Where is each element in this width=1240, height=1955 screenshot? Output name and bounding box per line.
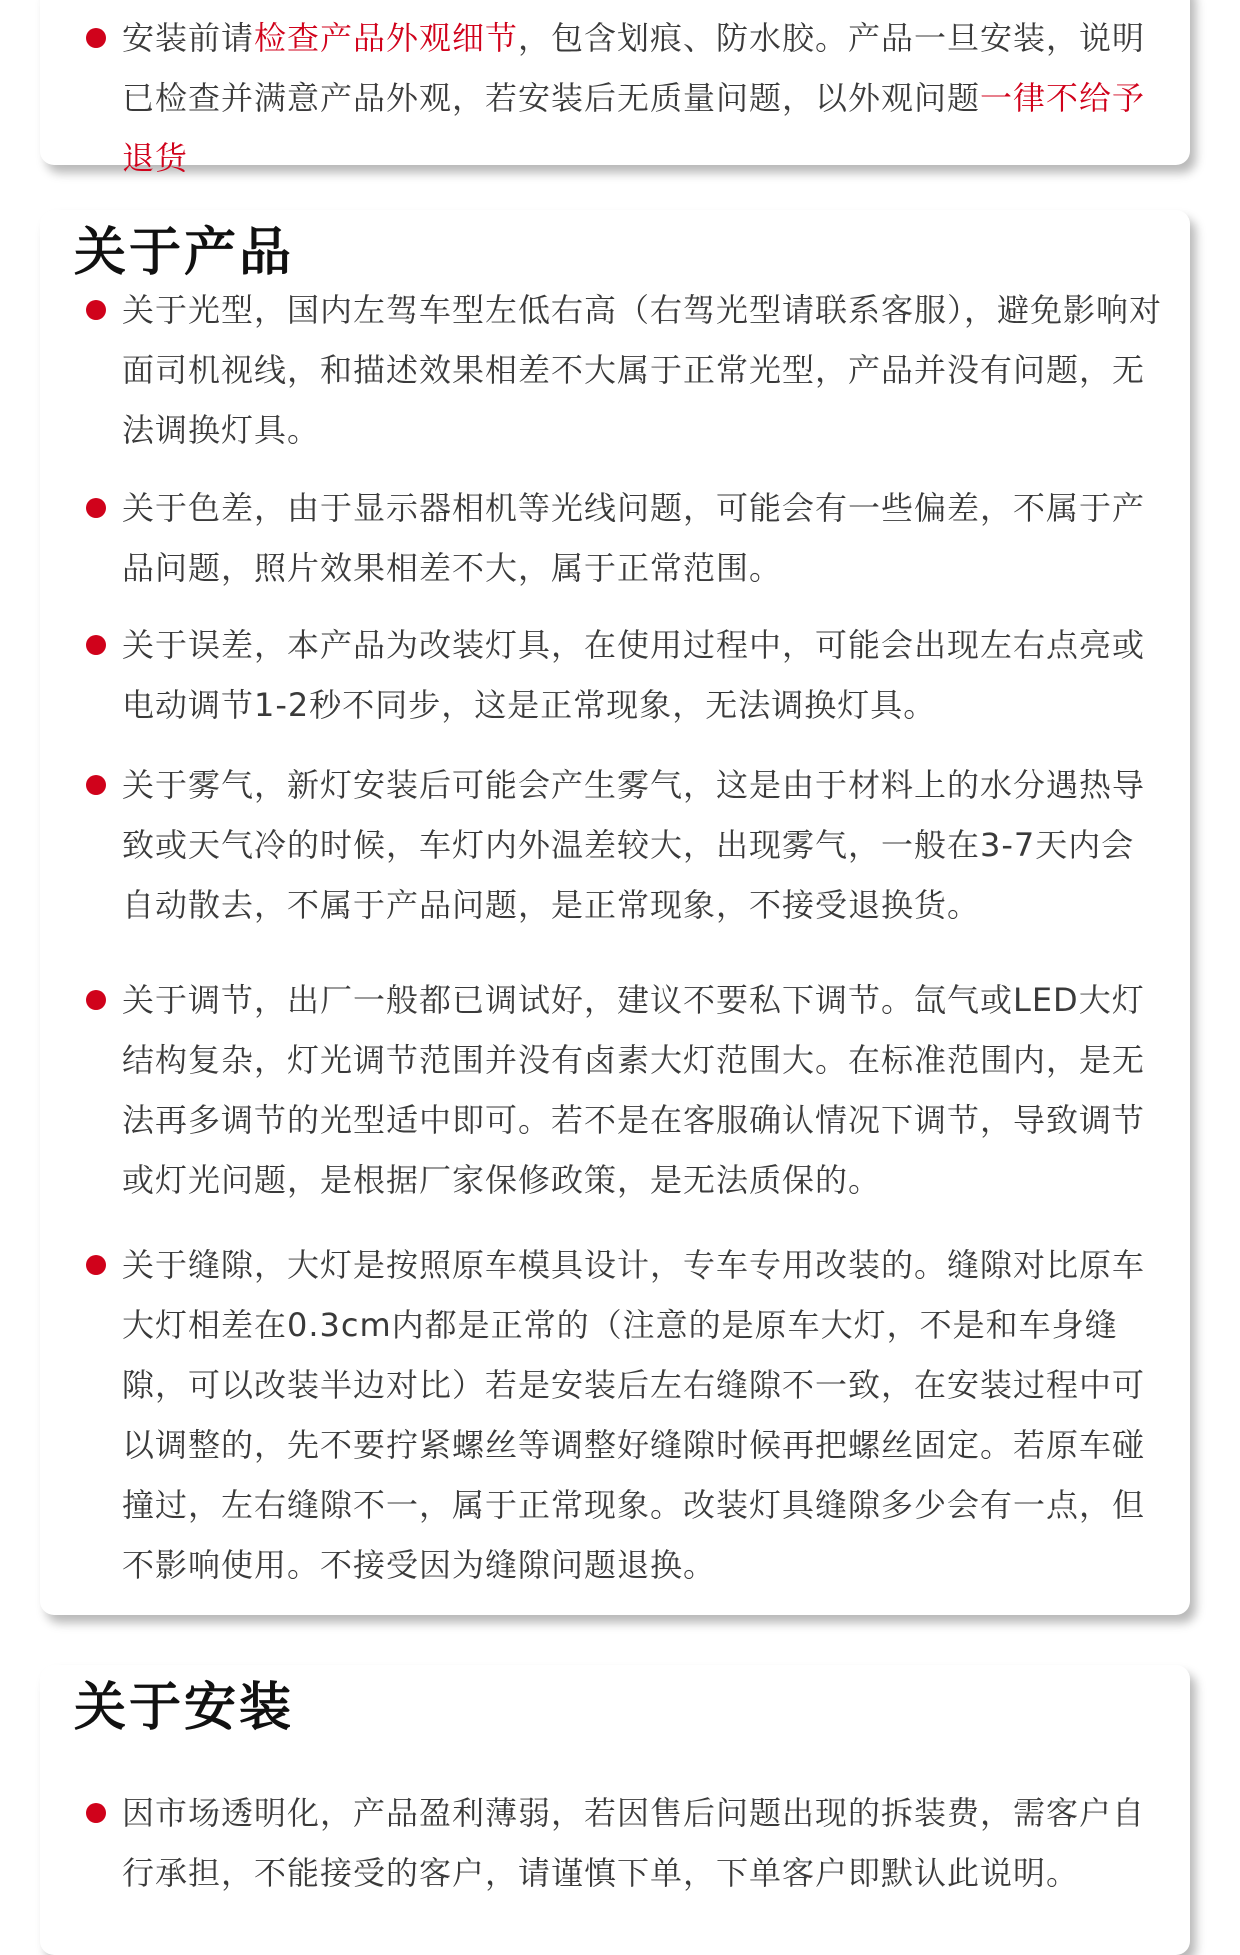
list-item (80, 280, 1166, 460)
list-item (80, 1235, 1166, 1595)
bullet-dot-icon (86, 28, 106, 48)
bullet-dot-icon (86, 300, 106, 320)
note-part: ，包含划痕、防水胶。产品一旦安装，说明已检查并满意产品外观，若安装后无质量问题，以外观问题 (122, 19, 1146, 117)
item-text: 关于色差，由于显示器相机等光线问题，可能会有一些偏差，不属于产品问题，照片效果相差不大，属于正常范围。 (122, 489, 1146, 587)
note-text (122, 19, 1145, 177)
note-part: 安装前请 (122, 19, 255, 57)
bullet-dot-icon (86, 1803, 106, 1823)
top-note-card (40, 0, 1190, 177)
about-install-card (40, 1665, 1190, 1955)
bullet-dot-icon (86, 775, 106, 795)
item-text: 关于缝隙，大灯是按照原车模具设计，专车专用改装的。缝隙对比原车大灯相差在0.3cm内都是正常的（注意的是原车大灯，不是和车身缝隙，可以改装半边对比）若是安装后左右缝隙不一致，在安装过程中可以调整的，先不要拧紧螺丝等调整好缝隙时候再把螺丝固定。若原车碰撞过，左右缝隙不一，属于正常现象。改装灯具缝隙多少会有一点，但不影响使用。不接受因为缝隙问题退换。 (122, 1246, 1146, 1584)
list-item (80, 615, 1166, 735)
bullet-dot-icon (86, 990, 106, 1010)
item-text: 关于误差，本产品为改装灯具，在使用过程中，可能会出现左右点亮或电动调节1-2秒不同步，这是正常现象，无法调换灯具。 (122, 626, 1146, 724)
bullet-dot-icon (86, 1255, 106, 1275)
list-item (80, 8, 1166, 188)
about-product-card (40, 210, 1190, 1615)
item-text: 关于调节，出厂一般都已调试好，建议不要私下调节。氙气或LED大灯结构复杂，灯光调节范围并没有卤素大灯范围大。在标准范围内，是无法再多调节的光型适中即可。若不是在客服确认情况下调节，导致调节或灯光问题，是根据厂家保修政策，是无法质保的。 (122, 981, 1146, 1199)
section-title: 关于安装 (74, 1678, 295, 1738)
bullet-dot-icon (86, 635, 106, 655)
list-item (80, 478, 1166, 598)
list-item (80, 755, 1166, 935)
bullet-dot-icon (86, 498, 106, 518)
item-text: 关于光型，国内左驾车型左低右高（右驾光型请联系客服），避免影响对面司机视线，和描述效果相差不大属于正常光型，产品并没有问题，无法调换灯具。 (122, 291, 1163, 449)
note-highlight: 检查产品外观细节 (254, 19, 519, 57)
list-item (80, 970, 1166, 1210)
note-highlight: 一律不给予退货 (122, 79, 1146, 177)
item-text: 因市场透明化，产品盈利薄弱，若因售后问题出现的拆装费，需客户自行承担，不能接受的客户，请谨慎下单，下单客户即默认此说明。 (122, 1794, 1146, 1892)
section-title: 关于产品 (74, 223, 295, 283)
list-item (80, 1783, 1166, 1903)
item-text: 关于雾气，新灯安装后可能会产生雾气，这是由于材料上的水分遇热导致或天气冷的时候，车灯内外温差较大，出现雾气，一般在3-7天内会自动散去，不属于产品问题，是正常现象，不接受退换货。 (122, 766, 1146, 924)
